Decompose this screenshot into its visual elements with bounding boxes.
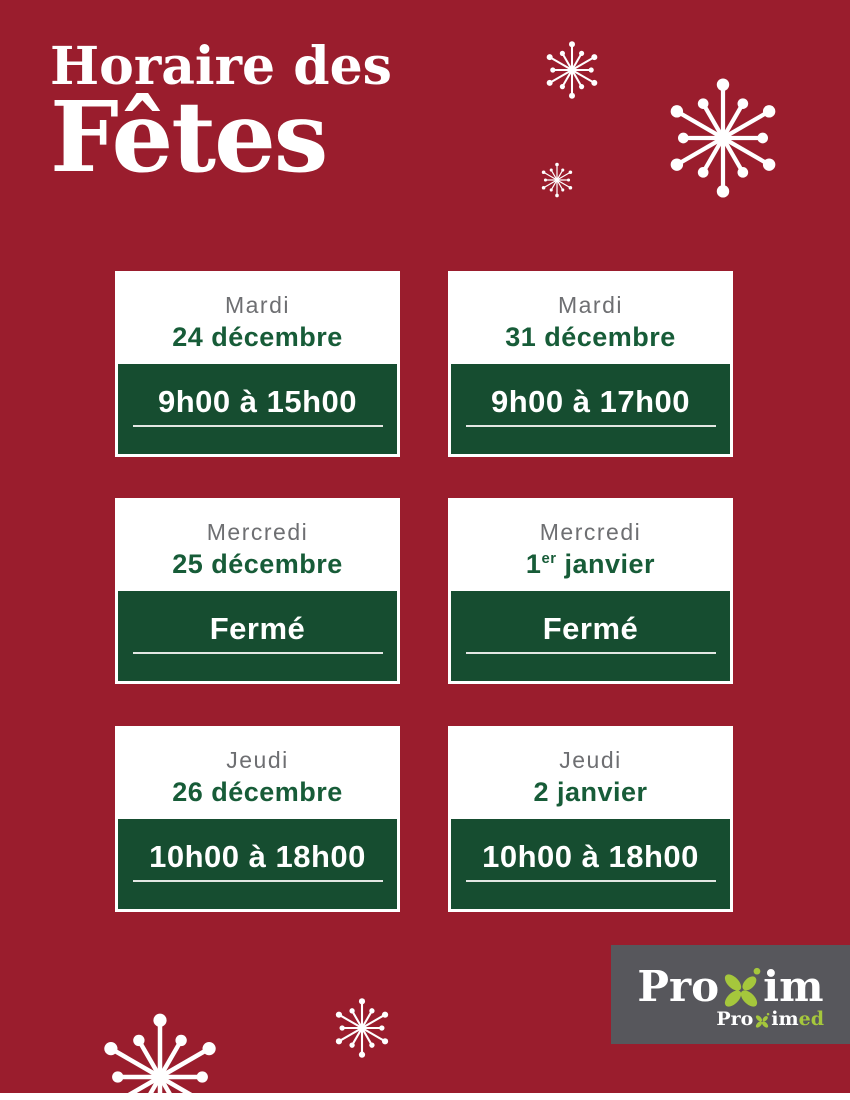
page-title <box>50 36 392 195</box>
card-header <box>118 501 397 591</box>
card-date: 1er janvier <box>525 548 656 579</box>
schedule-card-jan2 <box>448 726 733 912</box>
hours-underline <box>466 652 716 654</box>
card-hours: 10h00 à 18h00 <box>482 839 699 874</box>
card-date: 26 décembre <box>172 776 343 807</box>
card-day: Mardi <box>224 291 290 318</box>
snowflake-icon <box>331 997 393 1059</box>
card-date: 24 décembre <box>172 321 343 352</box>
snowflake-icon <box>542 40 602 100</box>
card-day: Jeudi <box>559 746 622 773</box>
logo-text-pre: Pro <box>637 961 720 1011</box>
card-hours: 9h00 à 17h00 <box>490 384 691 419</box>
card-hours-bar <box>451 819 730 909</box>
hours-underline <box>466 880 716 882</box>
schedule-card-dec31 <box>448 271 733 457</box>
card-date: 2 janvier <box>533 776 648 807</box>
card-hours-bar <box>118 819 397 909</box>
card-day: Mardi <box>557 291 623 318</box>
card-header <box>118 274 397 364</box>
card-hours-bar <box>118 364 397 454</box>
card-date: 31 décembre <box>505 321 676 352</box>
hours-underline <box>466 425 716 427</box>
card-day: Jeudi <box>226 746 289 773</box>
logo-text-post: im <box>763 961 824 1011</box>
hours-underline <box>133 425 383 427</box>
card-header <box>451 501 730 591</box>
card-hours: Fermé <box>209 611 306 646</box>
snowflake-icon <box>661 76 785 200</box>
proxim-logo <box>637 961 824 1011</box>
card-hours: 10h00 à 18h00 <box>149 839 366 874</box>
schedule-card-jan1 <box>448 498 733 684</box>
sublogo-text-mid: im <box>771 1007 799 1030</box>
card-header <box>118 729 397 819</box>
schedule-card-dec26 <box>115 726 400 912</box>
sublogo-text-ed: ed <box>798 1007 824 1030</box>
snowflake-icon <box>94 1011 226 1093</box>
card-hours: Fermé <box>542 611 639 646</box>
title-line-1: Horaire des <box>50 36 392 97</box>
card-day: Mercredi <box>206 518 309 545</box>
card-hours-bar <box>451 591 730 681</box>
card-date: 25 décembre <box>172 548 343 579</box>
proxim-x-leaf-icon <box>720 966 762 1010</box>
card-hours: 9h00 à 15h00 <box>157 384 358 419</box>
title-line-2: Fêtes <box>50 80 327 195</box>
hours-underline <box>133 880 383 882</box>
schedule-card-dec24 <box>115 271 400 457</box>
proximed-x-leaf-icon <box>754 1012 770 1029</box>
sublogo-text-pre: Pro <box>716 1007 754 1030</box>
proximed-logo <box>716 1007 824 1030</box>
schedule-card-dec25 <box>115 498 400 684</box>
card-header <box>451 729 730 819</box>
proxim-logo-box <box>611 945 850 1044</box>
snowflake-icon <box>539 162 575 198</box>
card-hours-bar <box>118 591 397 681</box>
card-day: Mercredi <box>539 518 642 545</box>
card-header <box>451 274 730 364</box>
card-hours-bar <box>451 364 730 454</box>
hours-underline <box>133 652 383 654</box>
